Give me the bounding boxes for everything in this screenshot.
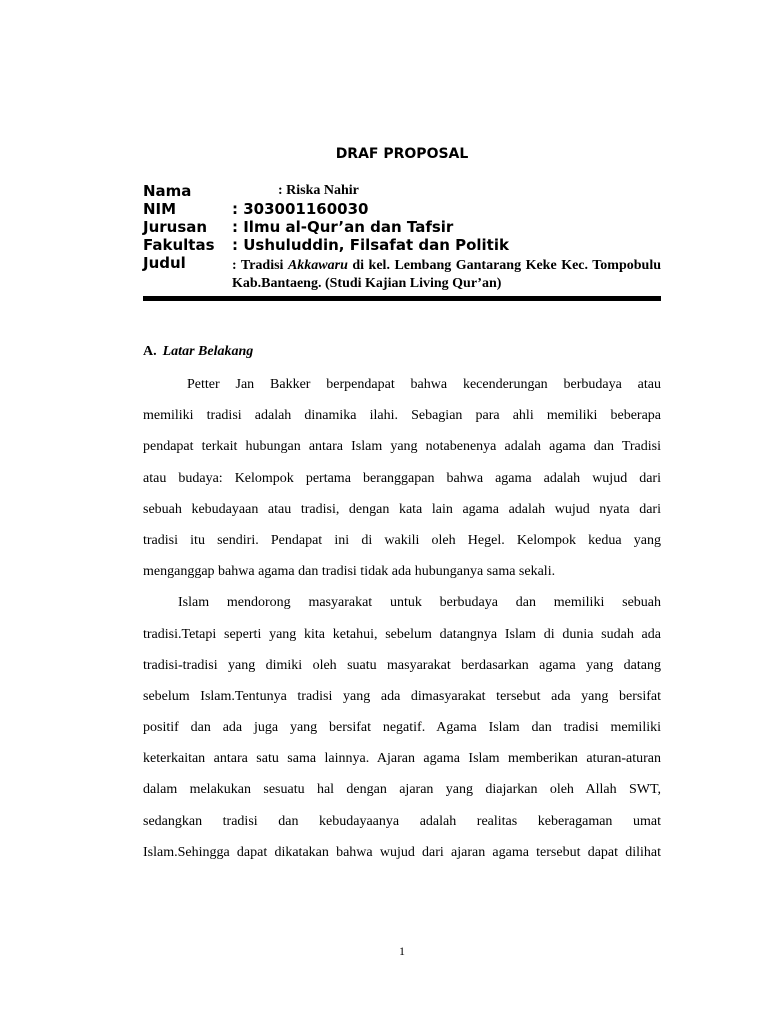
body-line: sebelum Islam.Tentunya tradisi yang ada dimasyarakat tersebut ada yang bersifat bbox=[143, 688, 661, 704]
body-line: tradisi.Tetapi seperti yang kita ketahui, sebelum datangnya Islam di dunia sudah ada bbox=[143, 626, 661, 642]
judul-value-italic: Akkawaru bbox=[287, 258, 348, 273]
identity-block bbox=[143, 182, 661, 292]
header-divider bbox=[143, 296, 661, 301]
page-number: 1 bbox=[399, 944, 405, 958]
body-line: Islam.Sehingga dapat dikatakan bahwa wujud dari ajaran agama tersebut dapat dilihat bbox=[143, 844, 661, 860]
nama-value: : Riska Nahir bbox=[278, 183, 359, 198]
jurusan-value: : Ilmu al-Qur’an dan Tafsir bbox=[232, 218, 454, 236]
nim-row bbox=[143, 200, 661, 218]
body-line: atau budaya: Kelompok pertama beranggapan bahwa agama adalah wujud dari bbox=[143, 470, 661, 486]
body-line: dalam melakukan sesuatu hal dengan ajaran yang diajarkan oleh Allah SWT, bbox=[143, 782, 661, 798]
body-line: sebuah kebudayaan atau tradisi, dengan kata lain agama adalah wujud nyata dari bbox=[143, 501, 661, 517]
fakultas-label: Fakultas bbox=[143, 236, 215, 254]
section-title: Latar Belakang bbox=[162, 344, 254, 359]
nim-label: NIM bbox=[143, 200, 177, 218]
body-line: Islam mendorong masyarakat untuk berbudaya dan memiliki sebuah bbox=[178, 595, 661, 611]
nama-row bbox=[143, 182, 661, 200]
jurusan-label: Jurusan bbox=[143, 218, 208, 236]
judul-label: Judul bbox=[143, 254, 186, 272]
document-title: DRAF PROPOSAL bbox=[335, 146, 469, 162]
body-line: memiliki tradisi adalah dinamika ilahi. Sebagian para ahli memiliki beberapa bbox=[143, 408, 661, 424]
body-line: tradisi itu sendiri. Pendapat ini di wakili oleh Hegel. Kelompok kedua yang bbox=[143, 532, 661, 548]
judul-value bbox=[232, 257, 661, 293]
body-line: Petter Jan Bakker berpendapat bahwa kecenderungan berbudaya atau bbox=[187, 377, 661, 392]
nama-label: Nama bbox=[143, 182, 192, 200]
body-line: tradisi-tradisi yang dimiki oleh suatu masyarakat berdasarkan agama yang datang bbox=[143, 657, 661, 673]
body-line: positif dan ada juga yang bersifat negatif. Agama Islam dan tradisi memiliki bbox=[143, 720, 661, 736]
body-line: pendapat terkait hubungan antara Islam yang notabenenya adalah agama dan Tradisi bbox=[143, 439, 661, 455]
body-text bbox=[143, 369, 661, 868]
body-line: keterkaitan antara satu sama lainnya. Ajaran agama Islam memberikan aturan-aturan bbox=[143, 751, 661, 767]
section-heading bbox=[143, 344, 253, 360]
body-line: sedangkan tradisi dan kebudayaanya adalah realitas keberagaman umat bbox=[143, 813, 661, 829]
judul-row bbox=[143, 254, 661, 292]
judul-value-post: di kel. Lembang Gantarang Keke Kec. Tompobulu Kab.Bantaeng. (Studi Kajian Living Qur’an) bbox=[232, 258, 662, 291]
jurusan-row bbox=[143, 218, 661, 236]
section-number: A. bbox=[143, 344, 157, 359]
nim-value: : 303001160030 bbox=[232, 200, 369, 218]
fakultas-row bbox=[143, 236, 661, 254]
judul-value-pre: : Tradisi bbox=[232, 258, 288, 273]
body-line: menganggap bahwa agama dan tradisi tidak ada hubunganya sama sekali. bbox=[143, 564, 556, 580]
fakultas-value: : Ushuluddin, Filsafat dan Politik bbox=[232, 236, 509, 254]
